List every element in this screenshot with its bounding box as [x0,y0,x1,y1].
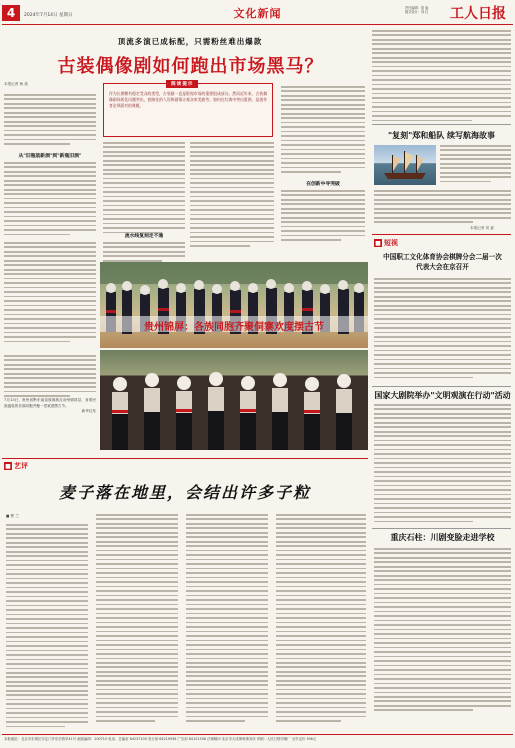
section-title: 文化新闻 [233,7,282,20]
footer-rule [2,734,513,735]
art-col1 [6,524,88,730]
lead-subhead-1: 从"旧瓶装新酒"到"新瓶旧酒" [18,153,82,159]
sidebar-story-title: "复刻"郑和船队 续写航海故事 [387,131,496,140]
briefs-tag-label: 短视 [384,239,398,247]
art-tag [4,461,28,471]
sidebar-story-byline: 本报记者 刘 嘉 [470,226,494,230]
editors: 责任编辑：梁 毅 版式设计：刘 红 [405,6,429,14]
lead-col1-text-d [4,355,96,400]
art-headline: 麦子落在地里，会结出许多子粒 [58,483,311,502]
art-tag-label: 艺评 [14,462,28,470]
festival-photo-credit-text: 7月13日，贵州省黔东南苗族侗族自治州锦屏县，身着民族盛装的各族同胞齐聚一堂欢度摆古节。 [4,398,96,408]
lead-col5-text [372,30,511,124]
right-divider-1 [372,124,511,125]
briefs-tag-icon: ■ [375,239,381,247]
festival-photo [100,262,368,348]
crowd-figures [100,262,368,348]
lead-byline: 本报记者 杨 欢 [4,82,28,86]
lead-col2-text-a [103,142,185,236]
festival-photo-title: 贵州锦屏：各族同胞齐聚侗寨欢度摆古节 [144,322,324,333]
brief-2-title: 国家大剧院举办"文明观演在行动"活动 [374,390,511,400]
ship-photo [374,145,436,185]
lead-headline: 古装偶像剧如何跑出市场黑马？ [57,56,324,77]
brief-1-text [374,278,511,381]
reading-tip-text: 作为长期拥有稳定受众的类型，古装剧一直是影视市场的重要组成部分。然而近年来，古装偶像剧同质化问题突出，套路化的人设和剧情让观众审美疲劳。如何在红海中突出重围，是创作者必须面对的课题。 [109,91,267,108]
art-col3 [186,514,268,725]
brief-3-text [374,548,511,714]
ship-icon [374,145,436,185]
lead-col4-text-b [281,190,365,244]
page-number-badge [2,5,20,21]
lead-kicker: 顶流多演已成标配，只需粉丝难出爆款 [117,37,263,46]
dancers-figures [100,350,368,450]
art-byline: ■ 曹 兰 [6,514,19,518]
lead-col4-text-a [281,86,365,176]
header-rule [2,24,513,25]
festival-photo-credit [4,398,96,415]
right-divider-3 [372,528,511,529]
art-rule [2,458,368,459]
footer-info: 本报地址：北京市东城区安定门外东后巷甲41号 邮政编码：100710 电话：总编室 64237100 发行部 64219936 广告部 84151506 法律顾问 北京市大成律师事务所 印刷：人民日报印刷厂 全年定价 396元 [4,737,317,741]
lead-col1-text-c [4,242,96,345]
lead-col3-text-a [190,142,274,250]
paper-logo: 工人日报 [450,6,506,22]
right-divider-2 [372,386,511,387]
festival-photo-2 [100,350,368,450]
lead-col1-text-b [4,162,96,238]
reading-tip-label: 阅读提示 [166,80,198,88]
art-tag-icon: ■ [5,462,11,470]
sidebar-story-text-b [374,190,511,226]
reading-tip-box [103,83,273,137]
lead-col1-text-a [4,94,96,148]
brief-3-title: 重庆石柱：川剧变脸走进学校 [390,532,495,542]
lead-subhead-3: 在创新中寻突破 [306,181,340,187]
issue-date: 2024年7月14日 星期日 [24,13,73,18]
sidebar-story-text-a [440,145,511,185]
festival-photo-photographer: 新华社发 [81,409,96,414]
art-col4 [276,514,366,725]
page-number: 4 [6,6,16,20]
lead-subhead-2: 流水线复刻走不通 [124,233,164,239]
art-col2 [96,514,178,725]
briefs-tag [374,238,398,248]
brief-1-title: 中国职工文化体育协会棋牌分会二届一次代表大会在京召开 [383,253,502,271]
brief-2-text [374,404,511,525]
briefs-rule [372,234,511,235]
